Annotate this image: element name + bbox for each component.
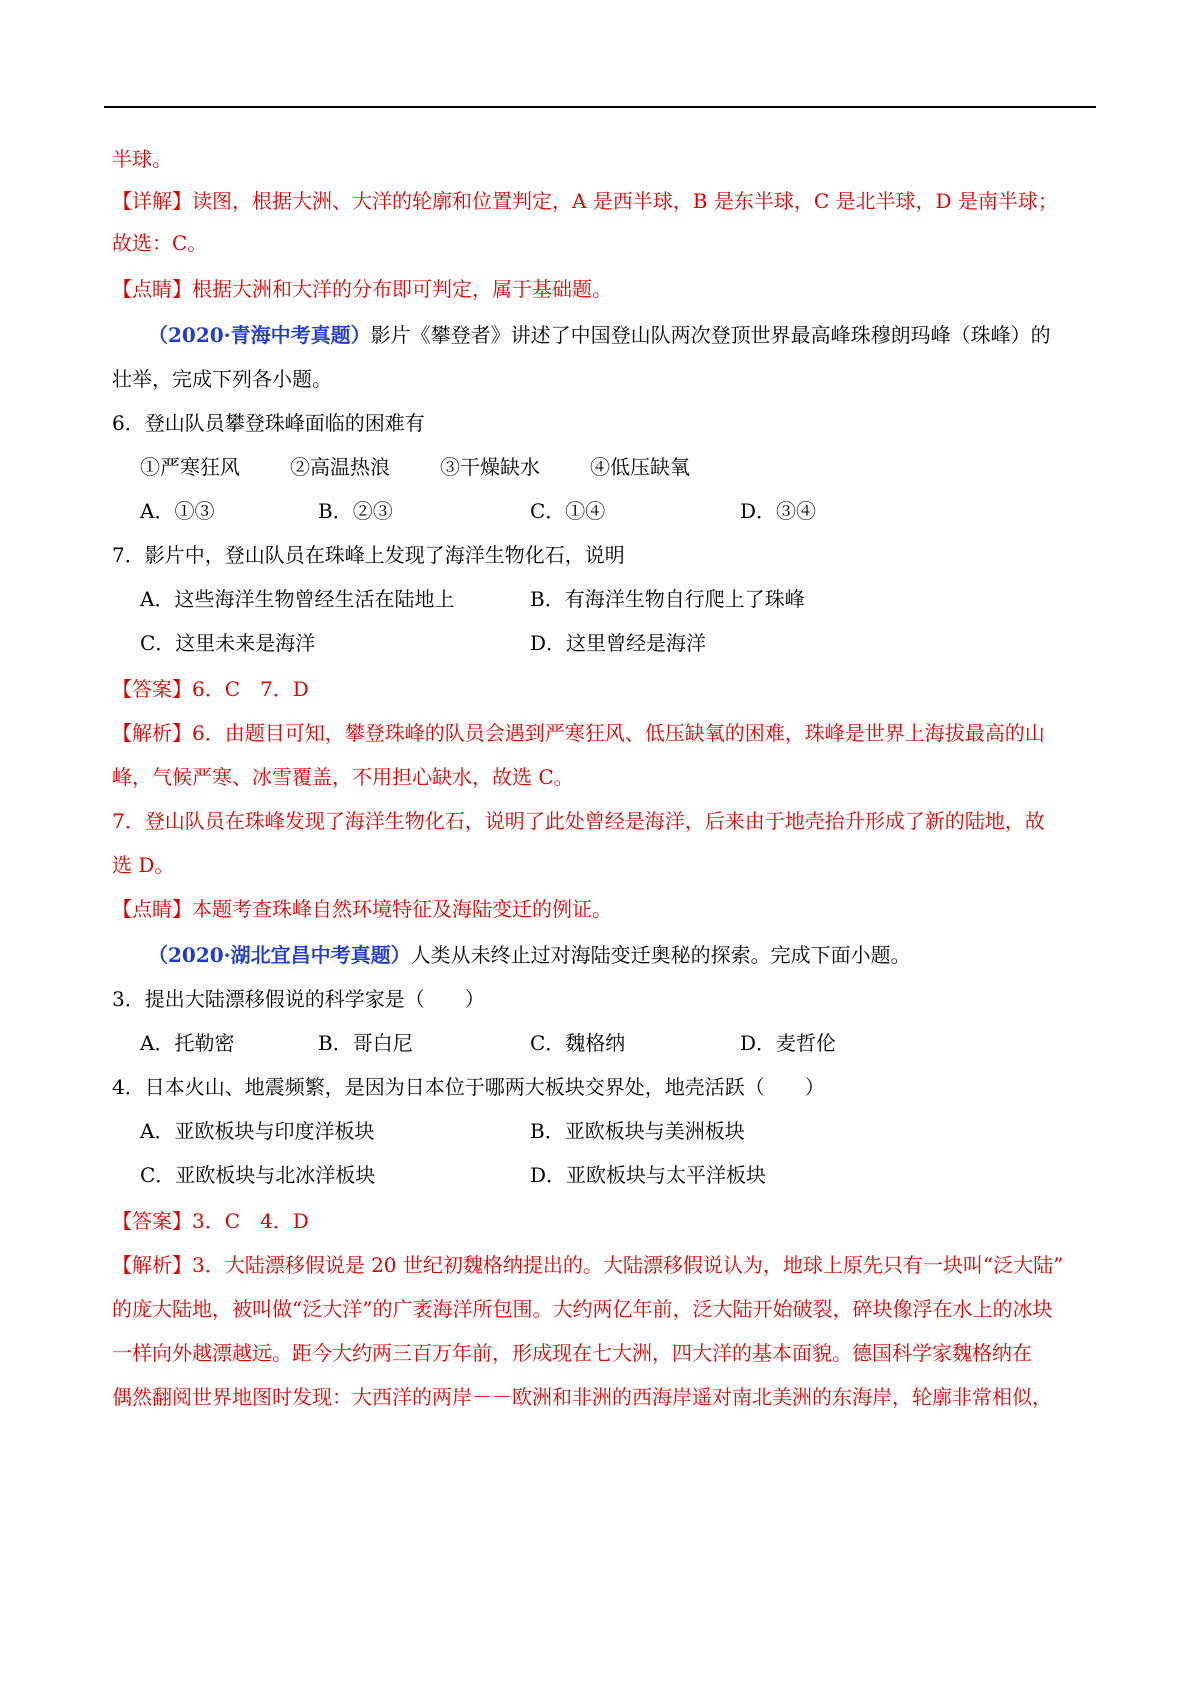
answer-1: 【答案】6．C 7．D [112, 677, 309, 701]
source-text-2: 人类从未终止过对海陆变迁奥秘的探索。完成下面小题。 [410, 943, 911, 967]
tip-line: 【点睛】根据大洲和大洋的分布即可判定，属于基础题。 [112, 277, 612, 301]
q6-option-c: C．①④ [530, 499, 606, 523]
text-line: 半球。 [112, 147, 172, 171]
question-6: 6．登山队员攀登珠峰面临的困难有 [112, 411, 425, 435]
question-7: 7．影片中，登山队员在珠峰上发现了海洋生物化石，说明 [112, 543, 625, 567]
question-4: 4．日本火山、地震频繁，是因为日本位于哪两大板块交界处，地壳活跃（ ） [112, 1075, 825, 1099]
explanation-2d: 偶然翻阅世界地图时发现：大西洋的两岸－－欧洲和非洲的西海岸遥对南北美洲的东海岸，轮廓非常相似， [112, 1385, 1052, 1409]
q6-item-1: ①严寒狂风 [140, 455, 240, 479]
explanation-2c: 一样向外越漂越远。距今大约两三百万年前，形成现在七大洲，四大洋的基本面貌。德国科学家魏格纳在 [112, 1341, 1032, 1365]
header-rule [104, 106, 1096, 108]
explanation-2b: 的庞大陆地，被叫做“泛大洋”的广袤海洋所包围。大约两亿年前，泛大陆开始破裂，碎块像浮在水上的冰块 [112, 1297, 1053, 1321]
q6-option-b: B．②③ [318, 499, 393, 523]
q4-option-c: C．亚欧板块与北冰洋板块 [140, 1163, 376, 1187]
q4-option-d: D．亚欧板块与太平洋板块 [530, 1163, 767, 1187]
q4-option-a: A．亚欧板块与印度洋板块 [140, 1119, 375, 1143]
explanation-1b: 峰，气候严寒、冰雪覆盖，不用担心缺水，故选 C。 [112, 765, 574, 789]
q6-item-3: ③干燥缺水 [440, 455, 540, 479]
q3-option-a: A．托勒密 [140, 1031, 235, 1055]
q6-item-2: ②高温热浪 [290, 455, 390, 479]
q7-option-d: D．这里曾经是海洋 [530, 631, 707, 655]
explanation-1d: 选 D。 [112, 853, 175, 877]
source-line-1 [148, 322, 1051, 348]
answer-2: 【答案】3．C 4．D [112, 1209, 309, 1233]
source-tag: （2020·青海中考真题） [148, 323, 371, 347]
explanation-1a: 【解析】6．由题目可知，攀登珠峰的队员会遇到严寒狂风、低压缺氧的困难，珠峰是世界上海拔最高的山 [112, 721, 1045, 745]
detail-line-2: 故选：C。 [112, 231, 208, 255]
q6-item-4: ④低压缺氧 [590, 455, 690, 479]
q3-option-d: D．麦哲伦 [740, 1031, 837, 1055]
explanation-1c: 7．登山队员在珠峰发现了海洋生物化石，说明了此处曾经是海洋，后来由于地壳抬升形成了新的陆地，故 [112, 809, 1045, 833]
q6-option-d: D．③④ [740, 499, 817, 523]
source-text: 影片《攀登者》讲述了中国登山队两次登顶世界最高峰珠穆朗玛峰（珠峰）的 [370, 323, 1051, 347]
q3-option-c: C．魏格纳 [530, 1031, 626, 1055]
q4-option-b: B．亚欧板块与美洲板块 [530, 1119, 745, 1143]
intro-line: 壮举，完成下列各小题。 [112, 367, 332, 391]
q3-option-b: B．哥白尼 [318, 1031, 413, 1055]
question-3: 3．提出大陆漂移假说的科学家是（ ） [112, 987, 485, 1011]
q6-option-a: A．①③ [140, 499, 215, 523]
q7-option-a: A．这些海洋生物曾经生活在陆地上 [140, 587, 455, 611]
q7-option-c: C．这里未来是海洋 [140, 631, 316, 655]
source-line-2 [148, 942, 911, 968]
tip-2: 【点睛】本题考查珠峰自然环境特征及海陆变迁的例证。 [112, 897, 612, 921]
source-tag-2: （2020·湖北宜昌中考真题） [148, 943, 411, 967]
explanation-2a: 【解析】3．大陆漂移假说是 20 世纪初魏格纳提出的。大陆漂移假说认为，地球上原先只有一块叫“泛大陆” [112, 1253, 1064, 1277]
q7-option-b: B．有海洋生物自行爬上了珠峰 [530, 587, 805, 611]
detail-line: 【详解】读图，根据大洲、大洋的轮廓和位置判定，A 是西半球，B 是东半球，C 是北半球，D 是南半球； [112, 189, 1058, 213]
